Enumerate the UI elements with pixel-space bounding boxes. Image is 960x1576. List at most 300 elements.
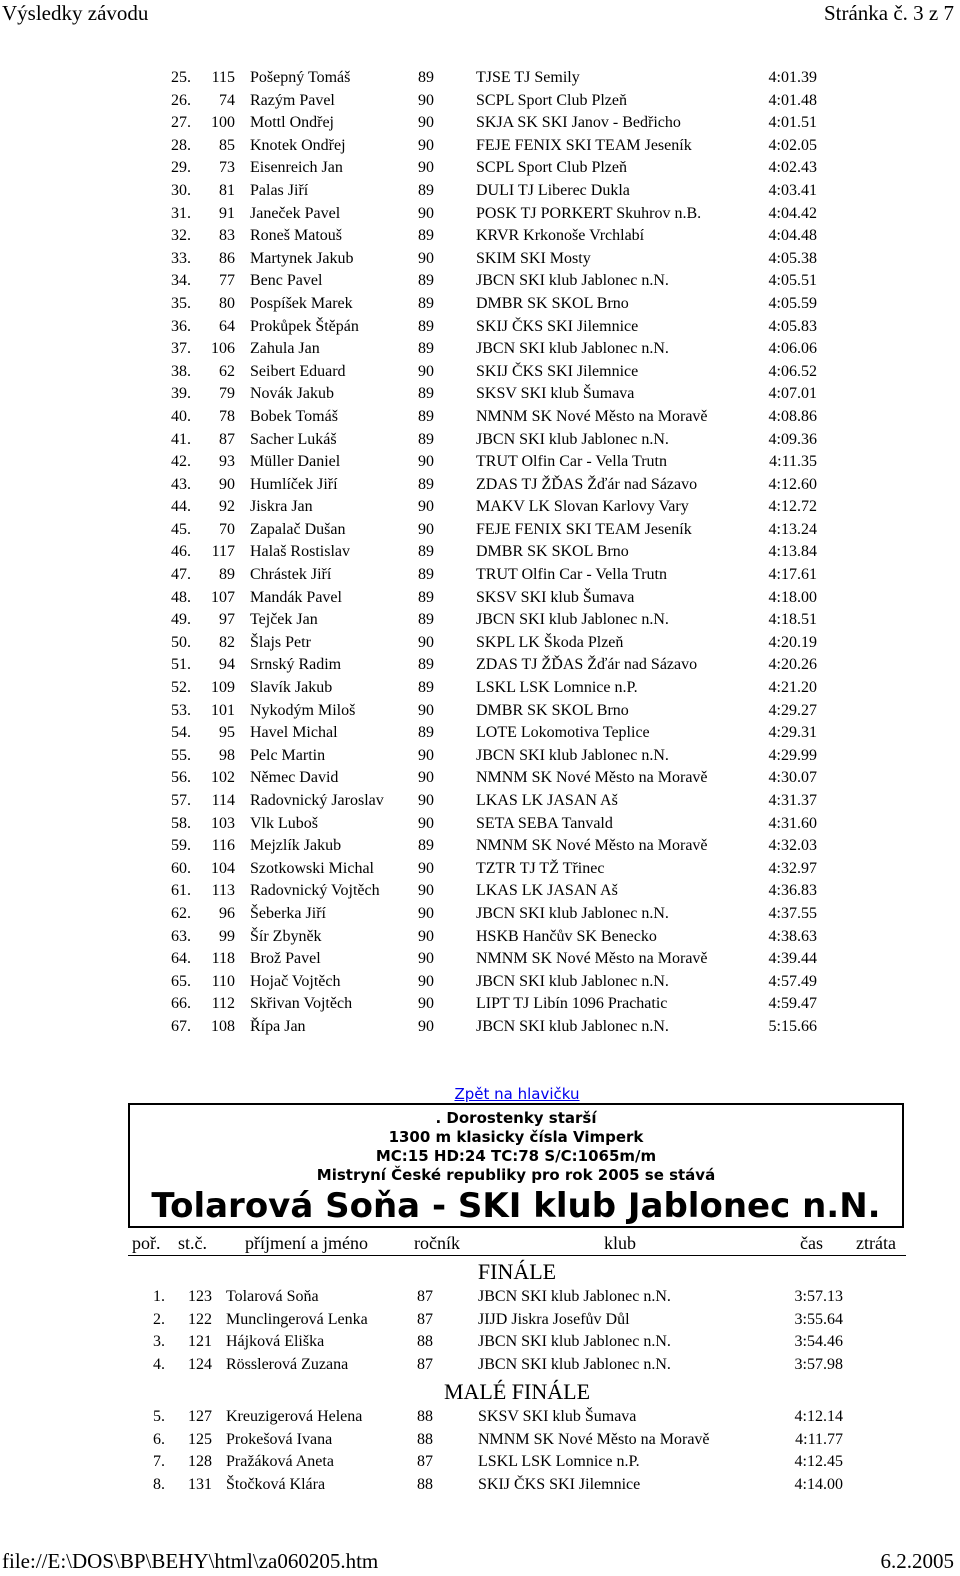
club-name: JBCN SKI klub Jablonec n.N. (476, 972, 669, 990)
athlete-name: Bobek Tomáš (250, 407, 338, 425)
col-header-loss: ztráta (856, 1233, 896, 1253)
bib-number: 96 (219, 904, 235, 922)
birth-year: 90 (418, 1017, 434, 1035)
position: 67. (171, 1017, 191, 1035)
club-name: TZTR TJ TŽ Třinec (476, 859, 605, 877)
position: 39. (171, 385, 191, 403)
position: 30. (171, 181, 191, 199)
club-name: TJSE TJ Semily (476, 69, 580, 86)
athlete-name: Havel Michal (250, 724, 338, 742)
athlete-name: Brož Pavel (250, 950, 321, 968)
table-row (0, 1451, 960, 1474)
birth-year: 90 (418, 882, 434, 900)
table-row (0, 406, 960, 429)
table-row (0, 926, 960, 949)
table-row (0, 1309, 960, 1332)
col-header-position: poř. (132, 1233, 161, 1253)
bib-number: 64 (219, 317, 235, 335)
position: 7. (153, 1453, 165, 1471)
position: 57. (171, 792, 191, 809)
race-time: 4:07.01 (768, 385, 817, 403)
table-row (0, 564, 960, 587)
race-time: 3:57.13 (794, 1288, 843, 1305)
position: 44. (171, 498, 191, 516)
bib-number: 124 (188, 1355, 212, 1373)
birth-year: 89 (418, 317, 434, 335)
race-time: 4:01.48 (768, 91, 817, 109)
back-to-header-link[interactable]: Zpět na hlavičku (454, 1085, 580, 1103)
birth-year: 89 (418, 588, 434, 606)
athlete-name: Novák Jakub (250, 385, 334, 403)
bib-number: 113 (211, 882, 235, 900)
bib-number: 74 (219, 91, 235, 109)
position: 37. (171, 340, 191, 358)
position: 63. (171, 927, 191, 945)
club-name: SKIJ ČKS SKI Jilemnice (476, 317, 639, 335)
race-time: 4:12.60 (768, 475, 817, 493)
table-row (0, 361, 960, 384)
club-name: SCPL Sport Club Plzeň (476, 159, 627, 177)
position: 54. (171, 724, 191, 742)
table-row (0, 316, 960, 339)
race-time: 4:09.36 (768, 430, 817, 448)
race-time: 4:29.27 (768, 701, 817, 719)
page-header (0, 0, 960, 30)
race-time: 4:29.99 (768, 746, 817, 764)
position: 56. (171, 769, 191, 787)
position: 36. (171, 317, 191, 335)
athlete-name: Srnský Radim (250, 656, 342, 674)
bib-number: 128 (188, 1453, 212, 1471)
position: 3. (153, 1333, 165, 1351)
race-time: 3:57.98 (794, 1355, 843, 1373)
club-name: NMNM SK Nové Město na Moravě (476, 407, 708, 425)
bib-number: 123 (188, 1288, 212, 1305)
athlete-name: Řípa Jan (250, 1017, 306, 1035)
bib-number: 79 (219, 385, 235, 403)
athlete-name: Tejček Jan (250, 611, 318, 629)
final-heading: FINÁLE (477, 1259, 557, 1284)
birth-year: 89 (418, 181, 434, 199)
athlete-name: Seibert Eduard (250, 362, 346, 380)
position: 34. (171, 272, 191, 290)
birth-year: 90 (418, 498, 434, 516)
bib-number: 117 (211, 543, 235, 561)
birth-year: 90 (418, 91, 434, 109)
race-time: 4:05.38 (768, 249, 817, 267)
athlete-name: Munclingerová Lenka (226, 1310, 368, 1328)
table-row (0, 474, 960, 497)
race-time: 4:31.37 (768, 792, 817, 809)
club-name: LKAS LK JASAN Aš (476, 792, 618, 809)
race-time: 4:06.52 (768, 362, 817, 380)
table-row (0, 790, 960, 813)
club-name: JBCN SKI klub Jablonec n.N. (478, 1355, 671, 1373)
birth-year: 90 (418, 633, 434, 651)
club-name: SKSV SKI klub Šumava (478, 1408, 637, 1425)
race-time: 4:30.07 (768, 769, 817, 787)
race-time: 4:13.24 (768, 520, 817, 538)
athlete-name: Halaš Rostislav (250, 543, 350, 561)
bib-number: 90 (219, 475, 235, 493)
athlete-name: Zahula Jan (250, 340, 320, 358)
position: 51. (171, 656, 191, 674)
club-name: JBCN SKI klub Jablonec n.N. (476, 746, 669, 764)
athlete-name: Mandák Pavel (250, 588, 342, 606)
table-row (0, 745, 960, 768)
athlete-name: Prokůpek Štěpán (250, 317, 359, 335)
table-row (0, 1286, 960, 1309)
position: 28. (171, 136, 191, 154)
bib-number: 109 (211, 679, 235, 697)
table-row (0, 90, 960, 113)
position: 31. (171, 204, 191, 222)
club-name: POSK TJ PORKERT Skuhrov n.B. (476, 204, 702, 222)
athlete-name: Martynek Jakub (250, 249, 354, 267)
table-row (0, 383, 960, 406)
birth-year: 90 (418, 927, 434, 945)
bib-number: 131 (188, 1475, 212, 1493)
club-name: ZDAS TJ ŽĎAS Žďár nad Sázavo (476, 656, 698, 674)
race-time: 5:15.66 (768, 1017, 817, 1035)
bib-number: 80 (219, 294, 235, 312)
race-time: 4:18.51 (768, 611, 817, 629)
birth-year: 90 (418, 249, 434, 267)
birth-year: 89 (418, 407, 434, 425)
table-row (0, 948, 960, 971)
bib-number: 118 (211, 950, 235, 968)
club-name: NMNM SK Nové Město na Moravě (478, 1430, 710, 1448)
club-name: JBCN SKI klub Jablonec n.N. (476, 611, 669, 629)
club-name: SKSV SKI klub Šumava (476, 588, 635, 606)
birth-year: 90 (418, 950, 434, 968)
birth-year: 89 (418, 724, 434, 742)
club-name: JBCN SKI klub Jablonec n.N. (478, 1333, 671, 1351)
race-time: 4:29.31 (768, 724, 817, 742)
birth-year: 90 (418, 114, 434, 132)
athlete-name: Mottl Ondřej (250, 114, 334, 132)
athlete-name: Chrástek Jiří (250, 566, 332, 584)
bib-number: 78 (219, 407, 235, 425)
birth-year: 90 (418, 792, 434, 809)
athlete-name: Szotkowski Michal (250, 859, 374, 877)
athlete-name: Štočková Klára (226, 1475, 326, 1493)
race-time: 4:59.47 (768, 995, 817, 1013)
table-row (0, 270, 960, 293)
birth-year: 90 (418, 814, 434, 832)
table-row (0, 338, 960, 361)
position: 27. (171, 114, 191, 132)
club-name: MAKV LK Slovan Karlovy Vary (476, 498, 689, 516)
position: 33. (171, 249, 191, 267)
athlete-name: Razým Pavel (250, 91, 335, 109)
table-row (0, 496, 960, 519)
birth-year: 89 (418, 294, 434, 312)
position: 41. (171, 430, 191, 448)
champion-caption: Mistryní České republiky pro rok 2005 se stává (316, 1166, 716, 1184)
bib-number: 86 (219, 249, 235, 267)
club-name: JBCN SKI klub Jablonec n.N. (476, 904, 669, 922)
bib-number: 98 (219, 746, 235, 764)
race-time: 4:38.63 (768, 927, 817, 945)
club-name: NMNM SK Nové Město na Moravě (476, 769, 708, 787)
position: 38. (171, 362, 191, 380)
race-time: 4:20.19 (768, 633, 817, 651)
birth-year: 89 (418, 340, 434, 358)
athlete-name: Hájková Eliška (226, 1333, 325, 1351)
birth-year: 89 (418, 272, 434, 290)
birth-year: 89 (418, 566, 434, 584)
position: 1. (153, 1288, 165, 1305)
athlete-name: Nykodým Miloš (250, 701, 356, 719)
athlete-name: Rösslerová Zuzana (226, 1355, 349, 1373)
table-row (0, 429, 960, 452)
position: 58. (171, 814, 191, 832)
athlete-name: Mejzlík Jakub (250, 837, 342, 855)
table-row (0, 1016, 960, 1039)
position: 53. (171, 701, 191, 719)
birth-year: 90 (418, 362, 434, 380)
col-header-bib: st.č. (178, 1233, 207, 1253)
bib-number: 92 (219, 498, 235, 516)
birth-year: 87 (417, 1355, 433, 1373)
athlete-name: Pelc Martin (250, 746, 326, 764)
race-time: 4:02.43 (768, 159, 817, 177)
athlete-name: Sacher Lukáš (250, 430, 337, 448)
bib-number: 121 (188, 1333, 212, 1351)
race-time: 4:32.97 (768, 859, 817, 877)
athlete-name: Hojač Vojtěch (250, 972, 341, 990)
race-time: 4:01.51 (768, 114, 817, 132)
table-row (0, 1331, 960, 1354)
birth-year: 87 (417, 1288, 433, 1305)
bib-number: 94 (219, 656, 235, 674)
table-row (0, 248, 960, 271)
athlete-name: Šír Zbyněk (250, 927, 322, 945)
bib-number: 125 (188, 1430, 212, 1448)
table-row (0, 654, 960, 677)
bib-number: 99 (219, 927, 235, 945)
position: 46. (171, 543, 191, 561)
bib-number: 114 (211, 792, 235, 809)
bib-number: 102 (211, 769, 235, 787)
race-time: 4:39.44 (768, 950, 817, 968)
race-time: 4:08.86 (768, 407, 817, 425)
birth-year: 89 (418, 837, 434, 855)
race-time: 4:13.84 (768, 543, 817, 561)
table-row (0, 903, 960, 926)
table-row (0, 225, 960, 248)
race-time: 4:11.77 (795, 1430, 843, 1448)
page-footer (0, 1548, 960, 1576)
table-row (0, 1354, 960, 1377)
page-title: Výsledky závodu (2, 1, 149, 25)
position: 62. (171, 904, 191, 922)
race-time: 4:01.39 (768, 69, 817, 86)
table-row (0, 1406, 960, 1429)
position: 5. (153, 1408, 165, 1425)
athlete-name: Janeček Pavel (250, 204, 341, 222)
table-row (0, 157, 960, 180)
table-row (0, 971, 960, 994)
position: 65. (171, 972, 191, 990)
athlete-name: Zapalač Dušan (250, 520, 346, 538)
club-name: KRVR Krkonoše Vrchlabí (476, 227, 645, 245)
table-row (0, 835, 960, 858)
athlete-name: Pošepný Tomáš (250, 69, 351, 86)
race-time: 4:12.45 (794, 1453, 843, 1471)
club-name: JBCN SKI klub Jablonec n.N. (476, 1017, 669, 1035)
club-name: SKPL LK Škoda Plzeň (476, 633, 624, 651)
bib-number: 112 (211, 995, 235, 1013)
table-row (0, 880, 960, 903)
club-name: JIJD Jiskra Josefův Důl (478, 1310, 630, 1328)
athlete-name: Benc Pavel (250, 272, 323, 290)
position: 52. (171, 679, 191, 697)
birth-year: 90 (418, 136, 434, 154)
birth-year: 90 (418, 520, 434, 538)
birth-year: 87 (417, 1453, 433, 1471)
bib-number: 107 (211, 588, 235, 606)
race-time: 4:20.26 (768, 656, 817, 674)
athlete-name: Tolarová Soňa (226, 1288, 319, 1305)
bib-number: 95 (219, 724, 235, 742)
race-description: 1300 m klasicky čísla Vimperk (388, 1128, 644, 1146)
position: 64. (171, 950, 191, 968)
club-name: JBCN SKI klub Jablonec n.N. (476, 430, 669, 448)
race-time: 3:54.46 (794, 1333, 843, 1351)
club-name: HSKB Hančův SK Benecko (476, 927, 657, 945)
birth-year: 89 (418, 475, 434, 493)
birth-year: 90 (418, 972, 434, 990)
table-row (0, 180, 960, 203)
bib-number: 77 (219, 272, 235, 290)
file-path: file://E:\DOS\BP\BEHY\html\za060205.htm (2, 1549, 379, 1573)
table-row (0, 767, 960, 790)
birth-year: 90 (418, 204, 434, 222)
table-row (0, 1429, 960, 1452)
birth-year: 88 (417, 1475, 433, 1493)
bib-number: 110 (211, 972, 235, 990)
athlete-name: Skřivan Vojtěch (250, 995, 353, 1013)
race-time: 4:14.00 (794, 1475, 843, 1493)
race-time: 4:37.55 (768, 904, 817, 922)
club-name: JBCN SKI klub Jablonec n.N. (476, 340, 669, 358)
club-name: LSKL LSK Lomnice n.P. (478, 1453, 640, 1471)
print-date: 6.2.2005 (880, 1549, 954, 1573)
small-final-heading: MALÉ FINÁLE (443, 1379, 591, 1404)
club-name: ZDAS TJ ŽĎAS Žďár nad Sázavo (476, 475, 698, 493)
race-time: 4:03.41 (768, 181, 817, 199)
athlete-name: Knotek Ondřej (250, 136, 346, 154)
bib-number: 87 (219, 430, 235, 448)
athlete-name: Humlíček Jiří (250, 475, 338, 493)
position: 49. (171, 611, 191, 629)
bib-number: 97 (219, 611, 235, 629)
birth-year: 90 (418, 904, 434, 922)
birth-year: 90 (418, 746, 434, 764)
club-name: SETA SEBA Tanvald (476, 814, 613, 832)
table-row (0, 541, 960, 564)
club-name: TRUT Olfin Car - Vella Trutn (476, 453, 667, 471)
club-name: SKSV SKI klub Šumava (476, 385, 635, 403)
bib-number: 106 (211, 340, 235, 358)
race-time: 3:55.64 (794, 1310, 843, 1328)
club-name: DMBR SK SKOL Brno (476, 543, 629, 561)
birth-year: 88 (417, 1430, 433, 1448)
birth-year: 90 (418, 159, 434, 177)
club-name: SKIM SKI Mosty (476, 249, 591, 267)
birth-year: 88 (417, 1408, 433, 1425)
position: 6. (153, 1430, 165, 1448)
birth-year: 89 (418, 227, 434, 245)
position: 40. (171, 407, 191, 425)
birth-year: 90 (418, 859, 434, 877)
birth-year: 90 (418, 453, 434, 471)
table-row (0, 632, 960, 655)
position: 60. (171, 859, 191, 877)
race-time: 4:06.06 (768, 340, 817, 358)
table-row (0, 722, 960, 745)
race-time: 4:05.51 (768, 272, 817, 290)
club-name: SKIJ ČKS SKI Jilemnice (478, 1475, 641, 1493)
birth-year: 89 (418, 430, 434, 448)
position: 47. (171, 566, 191, 584)
position: 50. (171, 633, 191, 651)
birth-year: 90 (418, 769, 434, 787)
table-row (0, 451, 960, 474)
small-final-results (0, 1406, 960, 1496)
race-time: 4:12.72 (768, 498, 817, 516)
birth-year: 89 (418, 69, 434, 86)
race-time: 4:04.48 (768, 227, 817, 245)
race-time: 4:36.83 (768, 882, 817, 900)
position: 35. (171, 294, 191, 312)
club-name: DMBR SK SKOL Brno (476, 294, 629, 312)
table-row (0, 112, 960, 135)
bib-number: 127 (188, 1408, 212, 1425)
race-time: 4:05.59 (768, 294, 817, 312)
bib-number: 101 (211, 701, 235, 719)
bib-number: 82 (219, 633, 235, 651)
club-name: JBCN SKI klub Jablonec n.N. (476, 272, 669, 290)
birth-year: 89 (418, 679, 434, 697)
club-name: SCPL Sport Club Plzeň (476, 91, 627, 109)
club-name: LIPT TJ Libín 1096 Prachatic (476, 995, 668, 1013)
club-name: NMNM SK Nové Město na Moravě (476, 837, 708, 855)
athlete-name: Roneš Matouš (250, 227, 342, 245)
race-info-box (128, 1103, 904, 1228)
position: 4. (153, 1355, 165, 1373)
athlete-name: Němec David (250, 769, 339, 787)
bib-number: 122 (188, 1310, 212, 1328)
birth-year: 87 (417, 1310, 433, 1328)
position: 66. (171, 995, 191, 1013)
table-row (0, 587, 960, 610)
bib-number: 81 (219, 181, 235, 199)
athlete-name: Radovnický Jaroslav (250, 792, 384, 809)
club-name: LKAS LK JASAN Aš (476, 882, 618, 900)
table-row (0, 813, 960, 836)
bib-number: 91 (219, 204, 235, 222)
club-name: SKIJ ČKS SKI Jilemnice (476, 362, 639, 380)
club-name: FEJE FENIX SKI TEAM Jeseník (476, 520, 692, 538)
birth-year: 89 (418, 656, 434, 674)
athlete-name: Šlajs Petr (250, 633, 311, 651)
bib-number: 115 (211, 69, 235, 86)
champion-name: Tolarová Soňa - SKI klub Jablonec n.N. (151, 1186, 881, 1226)
category-title: . Dorostenky starší (435, 1109, 597, 1127)
